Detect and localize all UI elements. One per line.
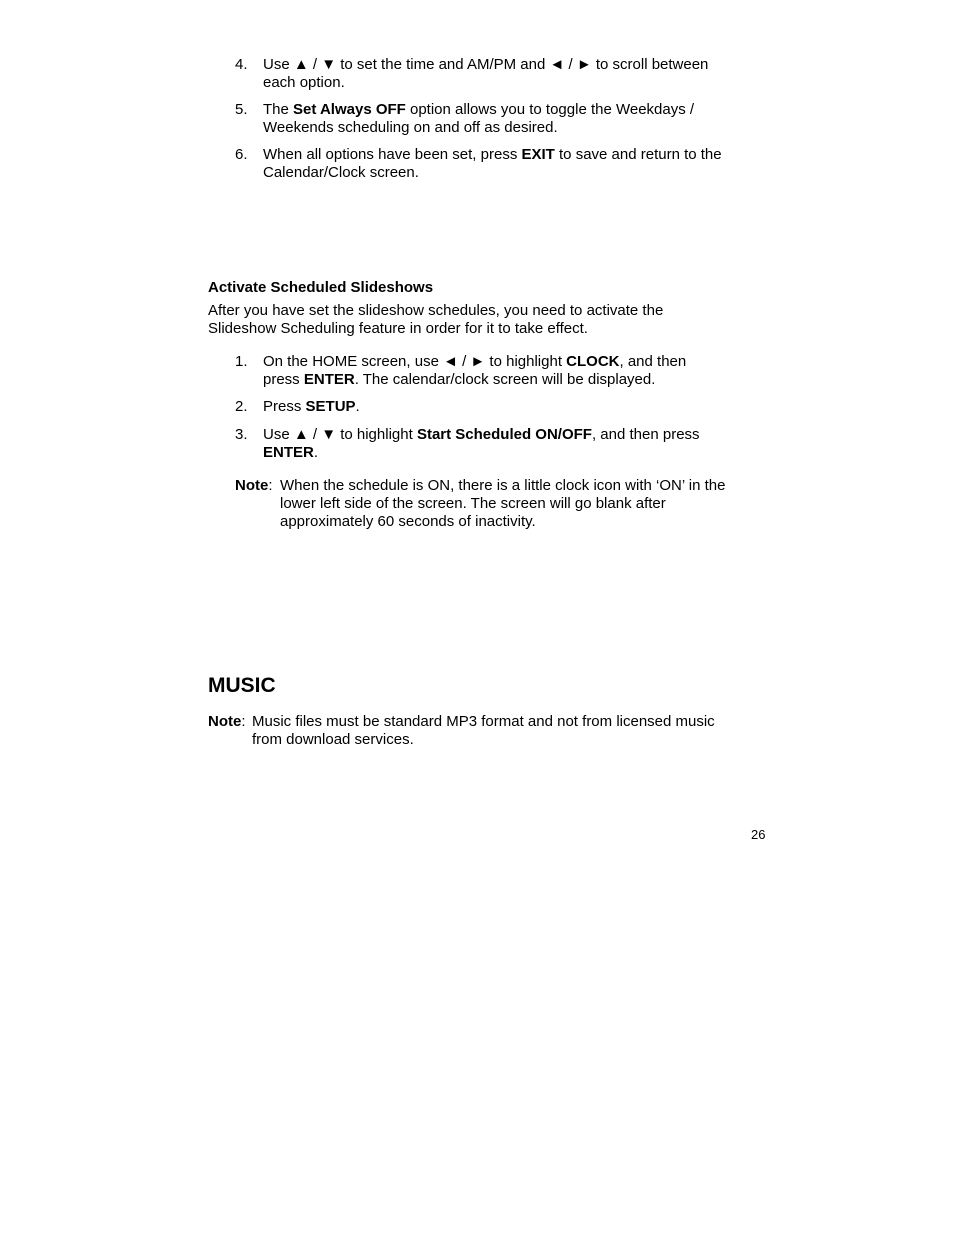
list-number: 3. — [235, 426, 248, 443]
list-text — [263, 426, 753, 462]
bold-text: CLOCK — [566, 353, 620, 370]
bold-text: Start Scheduled ON/OFF — [416, 426, 592, 443]
text-segment: to save and return to the Calendar/Clock screen. — [263, 146, 722, 181]
text-segment: Use ▲ / ▼ to highlight — [263, 426, 417, 443]
text-segment: Press — [263, 398, 306, 415]
note-text: Music files must be standard MP3 format and not from licensed music from download services. — [252, 713, 715, 748]
text-segment: , and then press — [263, 353, 687, 388]
text-segment: option allows you to toggle the Weekdays / Weekends scheduling on and off as desired. — [263, 101, 695, 136]
section-heading: Activate Scheduled Slideshows — [208, 279, 434, 296]
list-number: 5. — [235, 101, 248, 118]
note-label: Note: — [235, 477, 273, 494]
note-text: When the schedule is ON, there is a little clock icon with ‘ON’ in the lower left side of the screen. The screen will go blank after approximately 60 seconds of inactivity. — [280, 477, 726, 530]
list-number: 2. — [235, 398, 248, 415]
text-segment: When all options have been set, press — [263, 146, 522, 163]
bold-text: ENTER — [263, 444, 314, 461]
list-number: 1. — [235, 353, 248, 370]
music-heading: MUSIC — [208, 674, 276, 697]
page-number: 26 — [751, 827, 766, 842]
list-text — [263, 101, 753, 137]
bold-text: ENTER — [303, 371, 355, 388]
list-number: 6. — [235, 146, 248, 163]
text-segment: , and then press — [591, 426, 700, 443]
list-text — [263, 353, 753, 389]
text-segment: . — [313, 444, 319, 461]
bold-text: Set Always OFF — [293, 101, 406, 118]
text-segment: each option. — [263, 74, 345, 91]
list-text — [263, 56, 753, 92]
text-segment: . The calendar/clock screen will be displayed. — [354, 371, 656, 388]
list-text — [263, 146, 753, 182]
text-segment: Use ▲ / ▼ to set the time and AM/PM and ◄ / ► to scroll between — [263, 56, 709, 73]
bold-text: SETUP — [305, 398, 356, 415]
note-label: Note: — [208, 713, 246, 730]
text-segment: On the HOME screen, use ◄ / ► to highlight — [263, 353, 567, 370]
intro-paragraph: After you have set the slideshow schedules, you need to activate the Slideshow Scheduling feature in order for it to take effect. — [208, 302, 664, 337]
bold-text: EXIT — [521, 146, 555, 163]
list-number: 4. — [235, 56, 248, 73]
list-text — [263, 398, 753, 416]
text-segment: . — [355, 398, 360, 415]
text-segment: The — [263, 101, 294, 118]
